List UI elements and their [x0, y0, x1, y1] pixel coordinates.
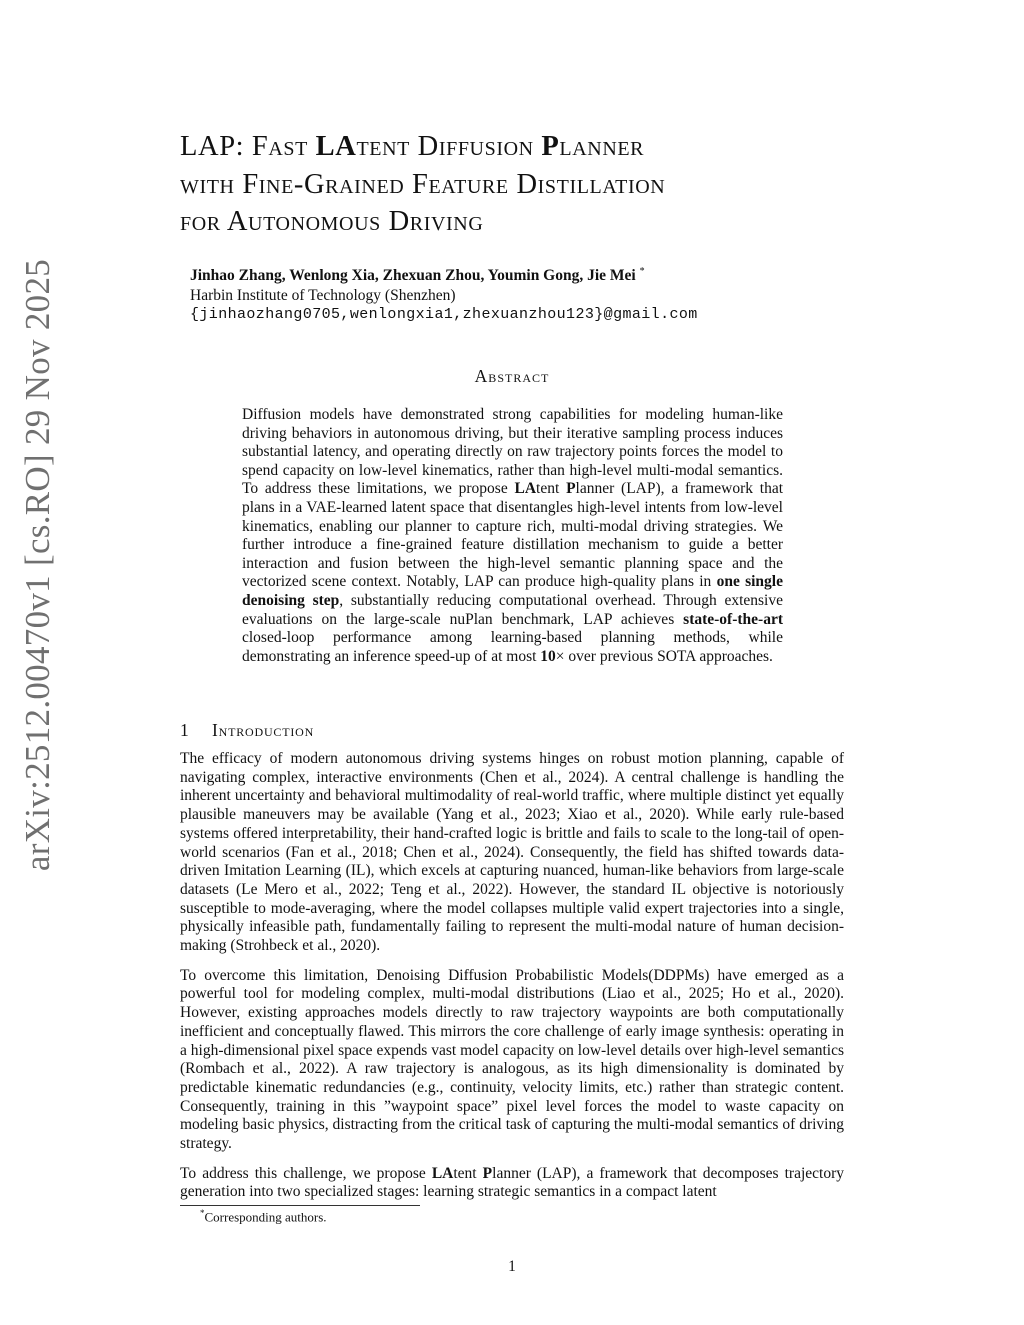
author-email: {jinhaozhang0705,wenlongxia1,zhexuanzhou123}@gmail.com: [190, 306, 698, 324]
paragraph-text: To address this challenge, we propose: [180, 1164, 432, 1182]
paragraph: The efficacy of modern autonomous driving systems hinges on robust motion planning, capable of navigating complex, interactive environments (Chen et al., 2024). A central challenge is handling the inherent uncertainty and behavioral multimodality of real-world traffic, where multiple distinct yet equally plausible maneuvers may be available (Yang et al., 2023; Xiao et al., 2020). While early rule-based systems offered interpretability, their hand-crafted logic is brittle and fails to scale to the long-tail of open-world scenarios (Fan et al., 2018; Chen et al., 2024). Consequently, the field has shifted towards data-driven Imitation Learning (IL), which excels at capturing nuanced, human-like behaviors from large-scale datasets (Le Mero et al., 2022; Teng et al., 2022). However, the standard IL objective is notoriously susceptible to mode-averaging, where the model collapses multiple valid expert trajectories into a single, physically infeasible path, fundamentally failing to represent the multi-modal nature of human decision-making (Strohbeck et al., 2020).: [180, 750, 844, 955]
title-bold-la: LA: [315, 131, 357, 162]
abstract-heading: Abstract: [474, 366, 550, 386]
author-list: Jinhao Zhang, Wenlong Xia, Zhexuan Zhou, Youmin Gong, Jie Mei: [190, 267, 636, 285]
abstract-text: lanner (LAP), a framework that plans in a VAE-learned latent space that disentangles high-level intents from low-level kinematics, enabling our planner to capture rich, multi-modal driving strategies. We further introduce a fine-grained feature distillation mechanism to guide a better interaction and fusion between the high-level semantic planning space and the vectorized scene context. Notably, LAP can produce high-quality plans in: [242, 480, 784, 591]
introduction-body: [180, 750, 844, 1213]
abstract-text: Diffusion models have demonstrated strong capabilities for modeling human-like driving behaviors in autonomous driving, but their iterative sampling process induces substantial latency, and operating directly on raw trajectory points forces the model to spend capacity on low-level kinematics, rather than high-level multi-modal semantics. To address these limitations, we propose: [242, 406, 783, 498]
paragraph: To overcome this limitation, Denoising Diffusion Probabilistic Models(DDPMs) have emerged as a powerful tool for modeling complex, multi-modal distributions (Liao et al., 2025; Ho et al., 2020). However, existing approaches models directly to raw trajectory waypoints are both computationally inefficient and conceptually flawed. This mirrors the core challenge of early image synthesis: operating in a high-dimensional pixel space expends vast model capacity on low-level details over high-level semantics (Rombach et al., 2022). A raw trajectory is analogous, as its high dimensionality is dominated by predictable kinematic redundancies (e.g., continuity, velocity limits, etc.) rather than strategic content. Consequently, training in this ”waypoint space” pixel level forces the model to waste capacity on modeling basic physics, distracting from the critical task of capturing the multi-modal semantics of driving strategy.: [180, 966, 844, 1153]
footnote-text: Corresponding authors.: [204, 1209, 327, 1225]
footnote-marker: *: [200, 1208, 205, 1218]
section-title: Introduction: [212, 720, 315, 740]
paragraph-text: tent: [453, 1164, 483, 1182]
abstract-bold: LA: [514, 480, 537, 498]
title-text: tent Diffusion: [356, 131, 542, 162]
author-affiliation: Harbin Institute of Technology (Shenzhen): [190, 286, 456, 304]
section-heading: [180, 720, 314, 741]
title-bold-p: P: [541, 131, 560, 162]
title-text: LAP: Fast: [180, 131, 316, 162]
abstract-bold: P: [566, 480, 576, 498]
author-names: [190, 262, 698, 286]
footnote-marker: *: [639, 266, 645, 277]
abstract-bold: 10: [540, 647, 556, 665]
author-block: [190, 262, 698, 325]
arxiv-sidebar: [8, 140, 68, 990]
paragraph-bold: LA: [431, 1164, 454, 1182]
paper-title: [180, 128, 880, 241]
paragraph-bold: P: [482, 1164, 493, 1182]
abstract-bold: state-of-the-art: [683, 610, 783, 628]
abstract-text: closed-loop performance among learning-based planning methods, while demonstrating an inference speed-up of at most: [242, 629, 783, 665]
section-number: 1: [180, 720, 189, 740]
abstract-bold: one single denoising step: [242, 573, 783, 609]
title-line-2: with Fine-Grained Feature Distillation: [180, 168, 666, 200]
abstract-text: , substantially reducing computational overhead. Through extensive evaluations on the large-scale nuPlan benchmark, LAP achieves: [242, 591, 783, 628]
page-number: 1: [508, 1258, 516, 1275]
abstract-body: [242, 406, 783, 666]
paragraph: [180, 1165, 844, 1202]
title-text: lanner: [559, 131, 645, 162]
footnote: [200, 1208, 327, 1225]
footnote-rule: [180, 1205, 420, 1206]
paragraph-text: lanner (LAP), a framework that decomposes trajectory generation into two specialized stages: learning strategic semantics in a compact latent: [180, 1164, 844, 1201]
title-line-3: for Autonomous Driving: [180, 206, 484, 237]
arxiv-identifier: arXiv:2512.00470v1 [cs.RO] 29 Nov 2025: [18, 258, 57, 872]
abstract-text: × over previous SOTA approaches.: [555, 647, 773, 665]
abstract-text: tent: [536, 480, 567, 498]
title-line-1: [180, 128, 880, 166]
